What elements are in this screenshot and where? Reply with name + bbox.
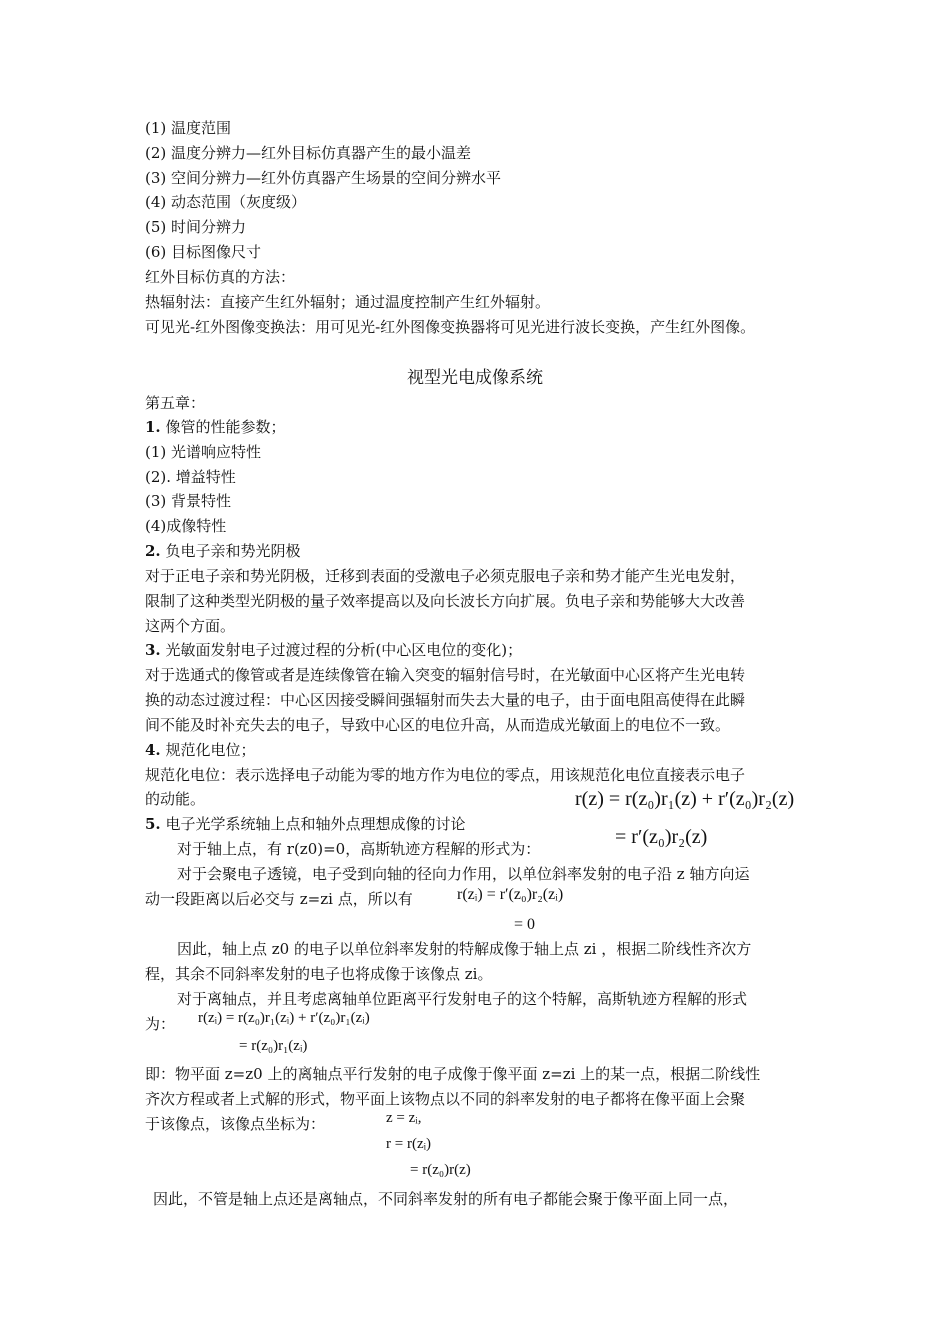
formula-trajectory-line2: = r′(z₀)r₂(z) xyxy=(615,826,708,848)
paragraph-line: 换的动态过渡过程：中心区因接受瞬间强辐射而失去大量的电子，由于面电阻高使得在此瞬 xyxy=(145,691,746,709)
methods-heading: 红外目标仿真的方法： xyxy=(145,268,296,286)
list-item: (5) 时间分辨力 xyxy=(145,218,247,236)
formula-image-point-line2: r = r(zᵢ) xyxy=(386,1136,432,1152)
formula-axial-image-line2: = 0 xyxy=(514,916,536,933)
formula-axial-image-line1: r(zᵢ) = r′(z₀)r₂(zᵢ) xyxy=(457,886,564,903)
heading-1 xyxy=(145,415,285,440)
paragraph-line: 的动能。 xyxy=(145,790,206,808)
formula-offaxis-line1: r(zᵢ) = r(z₀)r₁(zᵢ) + r′(z₀)r₁(zᵢ) xyxy=(198,1010,370,1026)
heading-3 xyxy=(145,638,522,663)
list-item: (2). 增益特性 xyxy=(145,468,236,486)
paragraph-line: 动一段距离以后必交与 z=zi 点，所以有 xyxy=(145,890,413,908)
paragraph-line: 即：物平面 z=z0 上的离轴点平行发射的电子成像于像平面 z=zi 上的某一点，根据二阶线性 xyxy=(145,1065,761,1083)
method-visible-ir: 可见光-红外图像变换法：用可见光-红外图像变换器将可见光进行波长变换，产生红外图像。 xyxy=(145,318,756,336)
list-item: (1) 温度范围 xyxy=(145,119,232,137)
list-item: (4) 动态范围（灰度级） xyxy=(145,193,307,211)
paragraph-line: 为： xyxy=(145,1015,176,1033)
heading-number: 5. xyxy=(145,815,161,833)
paragraph-line: 因此，轴上点 z0 的电子以单位斜率发射的特解成像于轴上点 zi ，根据二阶线性齐次方 xyxy=(177,940,752,958)
heading-number: 3. xyxy=(145,641,161,659)
heading-text: 像管的性能参数； xyxy=(160,418,286,436)
heading-4 xyxy=(145,738,255,763)
paragraph-line: 对于选通式的像管或者是连续像管在输入突变的辐射信号时，在光敏面中心区将产生光电转 xyxy=(145,666,746,684)
formula-trajectory-line1: r(z) = r(z₀)r₁(z) + r′(z₀)r₂(z) xyxy=(575,788,795,810)
formula-image-point-line3: = r(z₀)r(z) xyxy=(410,1162,471,1178)
list-item: (1) 光谱响应特性 xyxy=(145,443,262,461)
list-item: (3) 背景特性 xyxy=(145,492,232,510)
heading-text: 电子光学系统轴上点和轴外点理想成像的讨论 xyxy=(160,815,466,833)
formula-offaxis-line2: = r(z₀)r₁(zᵢ) xyxy=(239,1038,308,1054)
heading-2 xyxy=(145,539,300,564)
paragraph-line: 规范化电位：表示选择电子动能为零的地方作为电位的零点，用该规范化电位直接表示电子 xyxy=(145,766,746,784)
heading-text: 负电子亲和势光阴极 xyxy=(160,542,301,560)
paragraph-line: 这两个方面。 xyxy=(145,617,236,635)
paragraph-line: 对于离轴点，并且考虑离轴单位距离平行发射电子的这个特解，高斯轨迹方程解的形式 xyxy=(177,990,748,1008)
paragraph-line: 限制了这种类型光阴极的量子效率提高以及向长波长方向扩展。负电子亲和势能够大大改善 xyxy=(145,592,746,610)
heading-text: 光敏面发射电子过渡过程的分析(中心区电位的变化)； xyxy=(160,641,523,659)
method-thermal: 热辐射法：直接产生红外辐射；通过温度控制产生红外辐射。 xyxy=(145,293,551,311)
chapter-label: 第五章： xyxy=(145,394,206,412)
paragraph-line: 对于正电子亲和势光阴极，迁移到表面的受激电子必须克服电子亲和势才能产生光电发射， xyxy=(145,567,746,585)
list-item: (6) 目标图像尺寸 xyxy=(145,243,262,261)
paragraph-line: 对于轴上点，有 r(z0)=0，高斯轨迹方程解的形式为： xyxy=(177,840,541,858)
list-item: (3) 空间分辨力—红外仿真器产生场景的空间分辨水平 xyxy=(145,169,502,187)
heading-number: 1. xyxy=(145,418,161,436)
heading-text: 规范化电位； xyxy=(160,741,256,759)
heading-number: 2. xyxy=(145,542,161,560)
paragraph-line: 间不能及时补充失去的电子，导致中心区的电位升高，从而造成光敏面上的电位不一致。 xyxy=(145,716,731,734)
heading-number: 4. xyxy=(145,741,161,759)
paragraph-line: 于该像点，该像点坐标为： xyxy=(145,1115,326,1133)
section-title: 视型光电成像系统 xyxy=(407,368,543,388)
paragraph-line: 因此，不管是轴上点还是离轴点，不同斜率发射的所有电子都能会聚于像平面上同一点， xyxy=(153,1190,739,1208)
paragraph-line: 对于会聚电子透镜，电子受到向轴的径向力作用，以单位斜率发射的电子沿 z 轴方向运 xyxy=(177,865,750,883)
heading-5 xyxy=(145,812,465,837)
list-item: (4)成像特性 xyxy=(145,517,227,535)
paragraph-line: 程，其余不同斜率发射的电子也将成像于该像点 zi。 xyxy=(145,965,493,983)
formula-image-point-line1: z = zᵢ, xyxy=(386,1110,422,1126)
paragraph-line: 齐次方程或者上式解的形式，物平面上该物点以不同的斜率发射的电子都将在像平面上会聚 xyxy=(145,1090,746,1108)
list-item: (2) 温度分辨力—红外目标仿真器产生的最小温差 xyxy=(145,144,472,162)
